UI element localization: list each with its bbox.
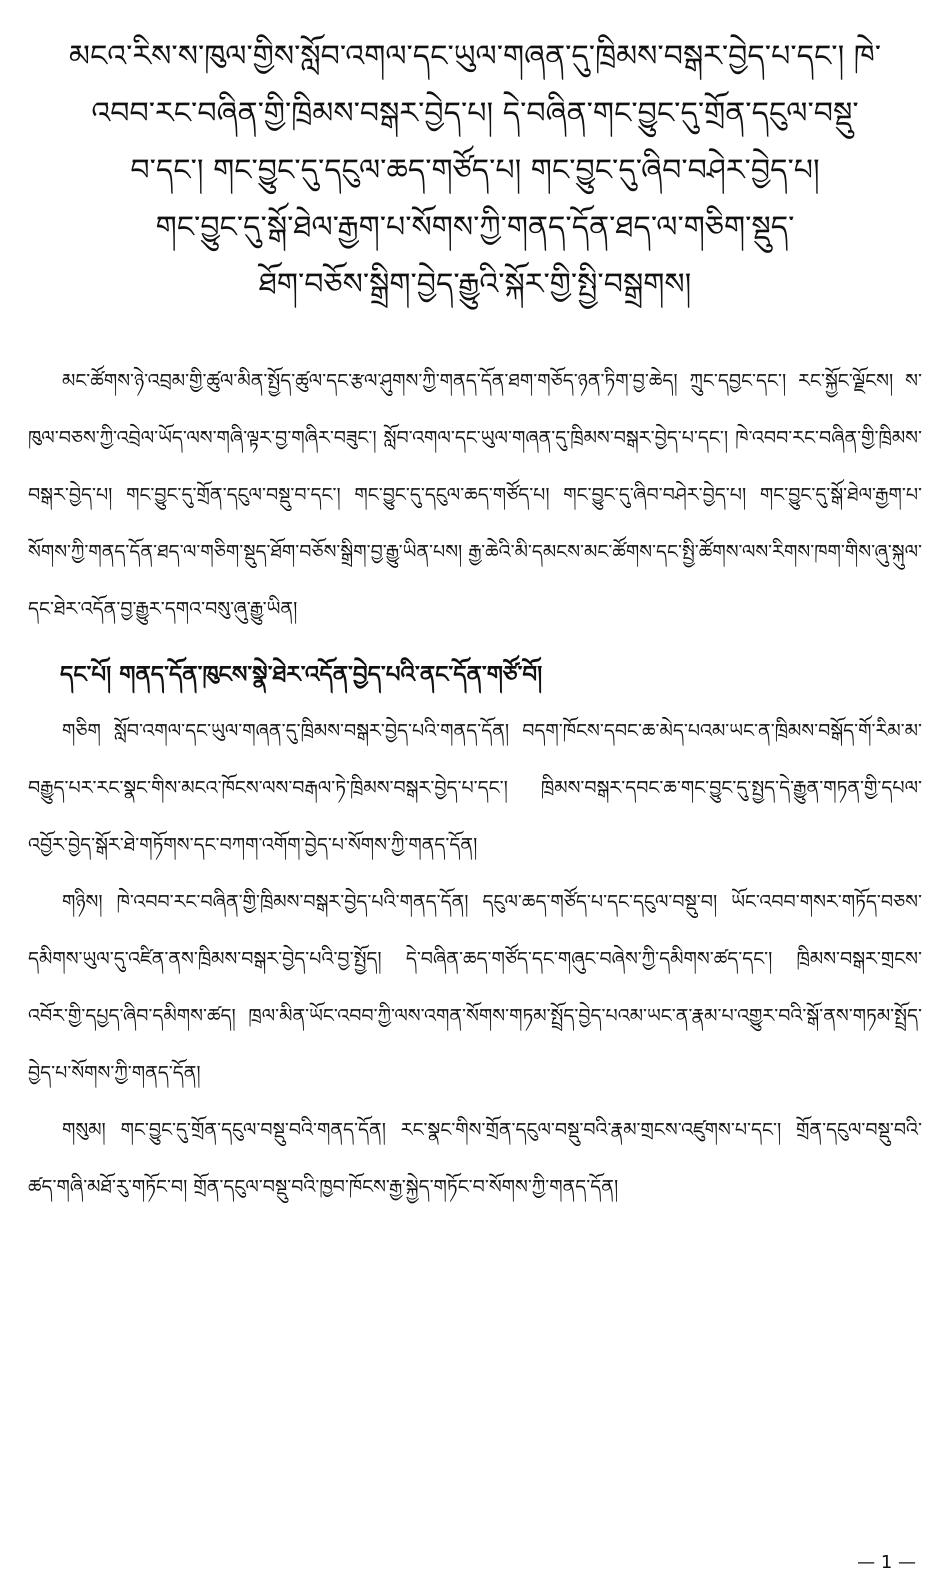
title-line: བ་དང་། གང་བྱུང་དུ་དངུལ་ཆད་གཙོད་པ། གང་བྱུང་དུ་ཞིབ་བཤེར་བྱེད་པ།	[130, 153, 820, 188]
intro-paragraph: མང་ཚོགས་ཉེ་འབྲམ་གྱི་ཚུལ་མིན་སྤྱོད་ཚུལ་དང་རྩལ་ཤུགས་ཀྱི་གནད་དོན་ཐག་གཅོད་ཉན་ཏིག་བྱ་ཆེད། ཀྲུང་དབྱང་དང་། རང་སྐྱོང་ལྗོངས། ས་ཁུལ་བཅས་ཀྱི་འབྲེལ་ཡོད་ལས་གཞི་ལྟར་བྱ་གཞིར་བཟུང་། སློབ་འགལ་དང་ཡུལ་གཞན་དུ་ཁྲིམས་བསྒར་བྱེད་པ་དང་། ཁེ་འབབ་རང་བཞིན་གྱི་ཁྲིམས་བསྒར་བྱེད་པ། གང་བྱུང་དུ་གྲོན་དངུལ་བསྡུ་བ་དང་། གང་བྱུང་དུ་དངུལ་ཆད་གཙོད་པ། གང་བྱུང་དུ་ཞིབ་བཤེར་བྱེད་པ། གང་བྱུང་དུ་སྒོ་ཐེལ་རྒྱག་པ་སོགས་ཀྱི་གནད་དོན་ཐད་ལ་གཅིག་སྡུད་ཐོག་བཅོས་སྒྲིག་བྱ་རྒྱུ་ཡིན་པས། རྒྱ་ཆེའི་མི་དམངས་མང་ཚོགས་དང་སྤྱི་ཚོགས་ལས་རིགས་ཁག་གིས་ཞུ་སྐུལ་དང་ཐེར་འདོན་བྱ་རྒྱུར་དགའ་བསུ་ཞུ་རྒྱུ་ཡིན།	[28, 370, 923, 620]
page-number: — 1 —	[857, 1552, 916, 1573]
document-body	[28, 353, 922, 1216]
title-line: མངའ་རིས་ས་ཁུལ་གྱིས་སློབ་འགལ་དང་ཡུལ་གཞན་དུ་ཁྲིམས་བསྒར་བྱེད་པ་དང་། ཁེ་	[68, 39, 882, 74]
section-heading: དང་པོ། གནད་དོན་ཁུངས་སྣེ་ཐེར་འདོན་བྱེད་པའི་ནང་དོན་གཙོ་བོ།	[60, 661, 543, 688]
list-item: གཅིག སློབ་འགལ་དང་ཡུལ་གཞན་དུ་ཁྲིམས་བསྒར་བྱེད་པའི་གནད་དོན། བདག་ཁོངས་དབང་ཆ་མེད་པའམ་ཡང་ན་ཁྲིམས་བསྒོད་གོ་རིམ་མ་བརྒྱུད་པར་རང་སྣང་གིས་མངའ་ཁོངས་ལས་བརྒལ་ཏེ་ཁྲིམས་བསྒར་བྱེད་པ་དང་། ཁྲིམས་བསྒར་དབང་ཆ་གང་བྱུང་དུ་སྤྱད་དེ་རྒྱུན་གཏན་གྱི་དཔལ་འབྱོར་བྱེད་སྒོར་ཐེ་གཏོགས་དང་བཀག་འགོག་བྱེད་པ་སོགས་ཀྱི་གནད་དོན།	[28, 720, 922, 856]
title-line: འབབ་རང་བཞིན་གྱི་ཁྲིམས་བསྒར་བྱེད་པ། དེ་བཞིན་གང་བྱུང་དུ་གྲོན་དངུལ་བསྡུ་	[91, 96, 859, 131]
title-line: ཐོག་བཅོས་སྒྲིག་བྱེད་རྒྱུའི་སྐོར་གྱི་སྤྱི་བསྒྲགས།	[258, 267, 692, 302]
list-item: གསུམ། གང་བྱུང་དུ་གྲོན་དངུལ་བསྡུ་བའི་གནད་དོན། རང་སྣང་གིས་གྲོན་དངུལ་བསྡུ་བའི་རྣམ་གྲངས་འཛུགས་པ་དང་། གྲོན་དངུལ་བསྡུ་བའི་ཚད་གཞི་མཐོ་རུ་གཏོང་བ། གྲོན་དངུལ་བསྡུ་བའི་ཁྱབ་ཁོངས་རྒྱ་སྐྱེད་གཏོང་བ་སོགས་ཀྱི་གནད་དོན།	[28, 1119, 922, 1198]
document-title	[28, 28, 922, 313]
title-line: གང་བྱུང་དུ་སྒོ་ཐེལ་རྒྱག་པ་སོགས་ཀྱི་གནད་དོན་ཐད་ལ་གཅིག་སྡུད་	[155, 210, 795, 245]
list-item: གཉིས། ཁེ་འབབ་རང་བཞིན་གྱི་ཁྲིམས་བསྒར་བྱེད་པའི་གནད་དོན། དངུལ་ཆད་གཙོད་པ་དང་དངུལ་བསྡུ་བ། ཡོང་འབབ་གསར་གཏོད་བཅས་དམིགས་ཡུལ་དུ་འཛིན་ནས་ཁྲིམས་བསྒར་བྱེད་པའི་བྱ་སྤྱོད། དེ་བཞིན་ཆད་གཙོད་དང་གཞུང་བཞེས་ཀྱི་དམིགས་ཚད་དང་། ཁྲིམས་བསྒར་གྲངས་འབོར་གྱི་དཔྱད་ཞིབ་དམིགས་ཚད། ཁྲལ་མིན་ཡོང་འབབ་ཀྱི་ལས་འགན་སོགས་གཏམ་སྤྲོད་བྱེད་པའམ་ཡང་ན་རྣམ་པ་འགྱུར་བའི་སྒོ་ནས་གཏམ་སྤྲོད་བྱེད་པ་སོགས་ཀྱི་གནད་དོན།	[28, 891, 922, 1084]
